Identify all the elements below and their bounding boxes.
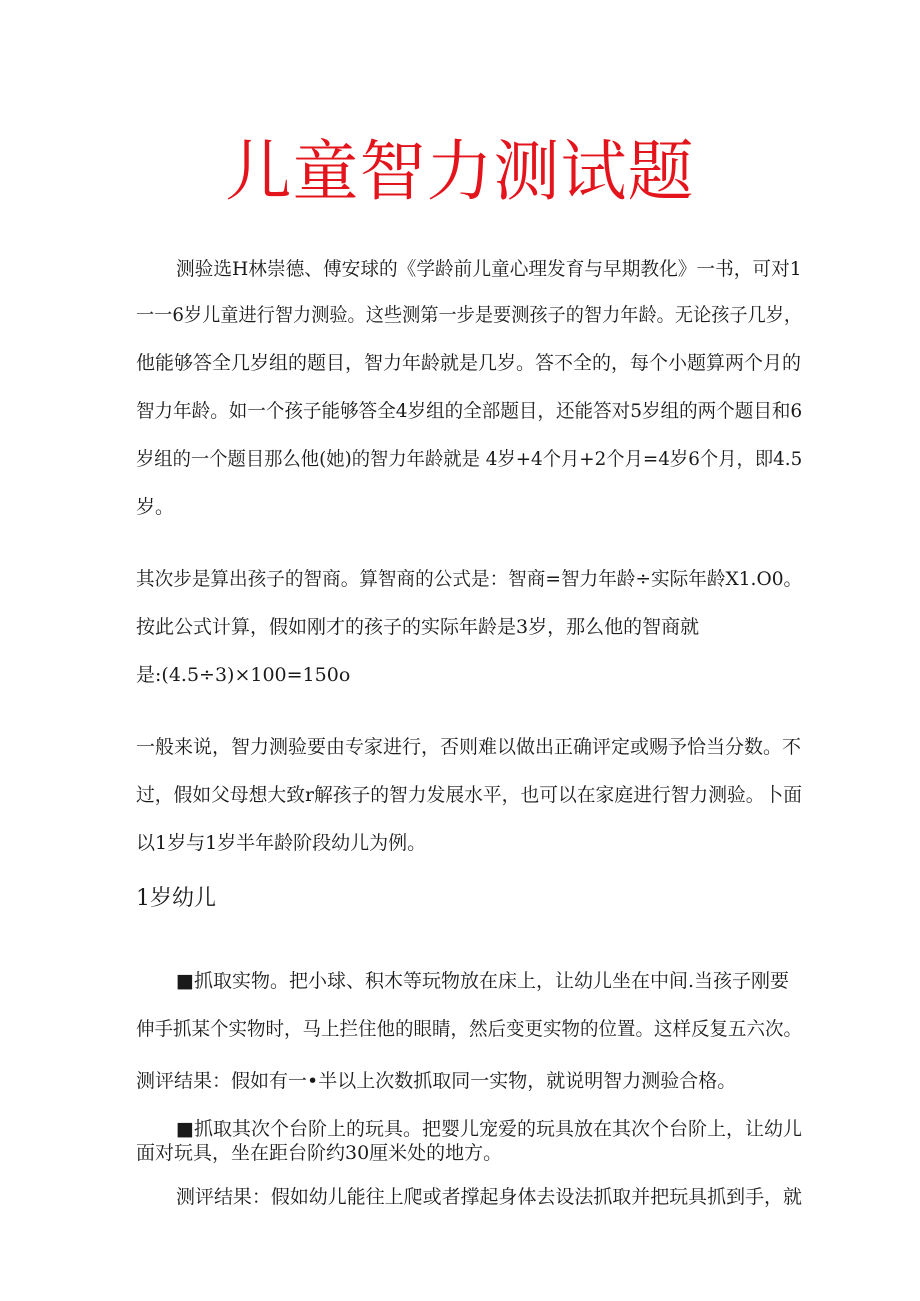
- paragraph-3-line-3: 以1岁与1岁半年龄阶段幼儿为例。: [136, 832, 427, 854]
- paragraph-3-line-2: 过，假如父母想大致r解孩子的智力发展水平，也可以在家庭进行智力测验。卜面: [136, 784, 803, 806]
- paragraph-1-line-3: 他能够答全几岁组的题目，智力年龄就是几岁。答不全的，每个小题算两个月的: [136, 352, 802, 374]
- paragraph-3-line-1: 一般来说，智力测验要由专家进行，否则难以做出正确评定或赐予恰当分数。不: [136, 736, 802, 758]
- item-1-line-2: 伸手抓某个实物时，马上拦住他的眼睛，然后变更实物的位置。这样反复五六次。: [136, 1018, 803, 1040]
- item-2-line-2: 面对玩具，坐在距台阶约30厘米处的地方。: [136, 1142, 503, 1164]
- item-1-result: 测评结果：假如有一•半以上次数抓取同一实物，就说明智力测验合格。: [136, 1070, 737, 1092]
- item-1-line-1: ■抓取实物。把小球、积木等玩物放在床上，让幼儿坐在中间.当孩子刚要: [176, 970, 789, 992]
- section-heading: 1岁幼儿: [136, 886, 216, 911]
- paragraph-2-line-2: 按此公式计算，假如刚才的孩子的实际年龄是3岁，那么他的智商就: [136, 616, 700, 638]
- item-2-result: 测评结果：假如幼儿能往上爬或者撑起身体去设法抓取并把玩具抓到手，就: [176, 1186, 803, 1208]
- paragraph-2-line-3: 是:(4.5÷3)×100=150o: [136, 664, 351, 686]
- paragraph-1-line-2: 一一6岁儿童进行智力测验。这些测第一步是要测孩子的智力年龄。无论孩子几岁，: [136, 304, 803, 326]
- paragraph-1-line-5: 岁组的一个题目那么他(她)的智力年龄就是 4岁+4个月+2个月=4岁6个月，即4.5: [136, 448, 803, 470]
- paragraph-2-line-1: 其次步是算出孩子的智商。算智商的公式是：智商=智力年龄÷实际年龄X1.O0。: [136, 568, 803, 590]
- paragraph-1-line-4: 智力年龄。如一个孩子能够答全4岁组的全部题目，还能答对5岁组的两个题目和6: [136, 400, 803, 422]
- item-2-line-1: ■抓取其次个台阶上的玩具。把婴儿宠爱的玩具放在其次个台阶上，让幼儿: [176, 1118, 802, 1140]
- document-title: 儿童智力测试题: [225, 133, 695, 210]
- paragraph-1-line-1: 测验选H林崇德、傅安球的《学龄前儿童心理发育与早期教化》一书，可对1: [176, 258, 802, 280]
- paragraph-1-line-6: 岁。: [136, 496, 175, 518]
